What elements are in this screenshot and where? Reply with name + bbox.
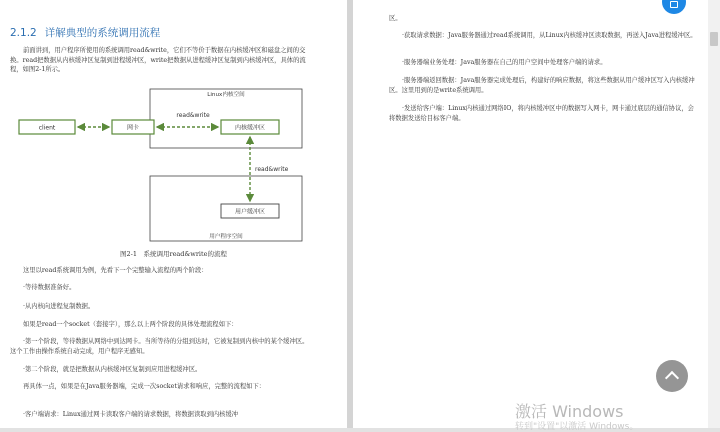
bullet-item: ·客户端请求：Linux通过网卡读取客户端的请求数据，将数据读取到内核缓冲 [23,411,239,418]
user-buffer-label: 用户缓冲区 [234,208,266,216]
kernel-space-label: Linux内核空间 [207,92,245,98]
paragraph: 再具体一点，如果是在Java服务器端，完成一次socket请求和响应，完整的流程如下： [23,383,266,390]
section-number: 2.1.2 [10,27,37,39]
section-title: 详解典型的系统调用流程 [44,27,161,39]
document-page-left [0,0,347,428]
activation-watermark-sub: 转到"设置"以激活 Windows。 [515,422,639,432]
intro-paragraph: 前面讲到，用户程序所使用的系统调用read&write，它们不等价于数据在内核缓冲区和磁盘之间的交换。read把数据从内核缓冲区复制到进程缓冲区，write把数据从进程缓冲区复制到内核缓冲区，具体的流程，如图2-1所示。 [10,47,306,73]
chevron-up-icon[interactable] [656,360,688,392]
paragraph: 如果是read一个socket（套接字），那么以上两个阶段的具体处理流程如下： [23,321,238,328]
bullet-item: ·获取请求数据：Java服务器通过read系统调用，从Linux内核缓冲区读取数据，再送入Java进程缓冲区。 [402,32,697,39]
bullet-item: ·服务器端返回数据：Java服务器完成处理后，构建好的响应数据，将这些数据从用户缓冲区写入内核缓冲区。这里用到的是write系统调用。 [389,77,695,94]
paragraph: 区。 [389,15,402,22]
paragraph: 这里以read系统调用为例，先看下一个完整输入流程的两个阶段： [23,267,208,274]
document-page-right [353,0,708,428]
client-label: client [38,124,56,132]
rw-side-label: read&write [255,166,289,173]
rw-top-label: read&write [176,112,210,119]
bullet-item: ·从内核向进程复制数据。 [23,303,95,310]
kernel-buffer-label: 内核缓冲区 [234,124,266,132]
bullet-item: ·发送给客户端：Linux内核通过网络IO，将内核缓冲区中的数据写入网卡，网卡通过底层的通信协议，会将数据发送给目标客户端。 [389,105,694,122]
scrollbar-thumb[interactable] [710,32,718,46]
bullet-item: ·第二个阶段，就是把数据从内核缓冲区复制到应用进程缓冲区。 [23,366,202,373]
vertical-scrollbar[interactable] [708,0,720,428]
user-space-label: 用户程序空间 [209,234,243,240]
figure-2-1-diagram [0,0,347,260]
activation-watermark: 激活 Windows [515,402,624,421]
bullet-item: ·第一个阶段，等待数据从网络中到达网卡。当所等待的分组到达时，它被复制到内核中的某个缓冲区。这个工作由操作系统自动完成，用户程序无感知。 [10,338,309,355]
nic-label: 网卡 [126,124,140,132]
bullet-item: ·等待数据准备好。 [23,284,76,291]
figure-caption: 图2-1 系统调用read&write的流程 [120,250,227,258]
bullet-item: ·服务器端业务处理：Java服务器在自己的用户空间中处理客户端的请求。 [402,59,607,66]
